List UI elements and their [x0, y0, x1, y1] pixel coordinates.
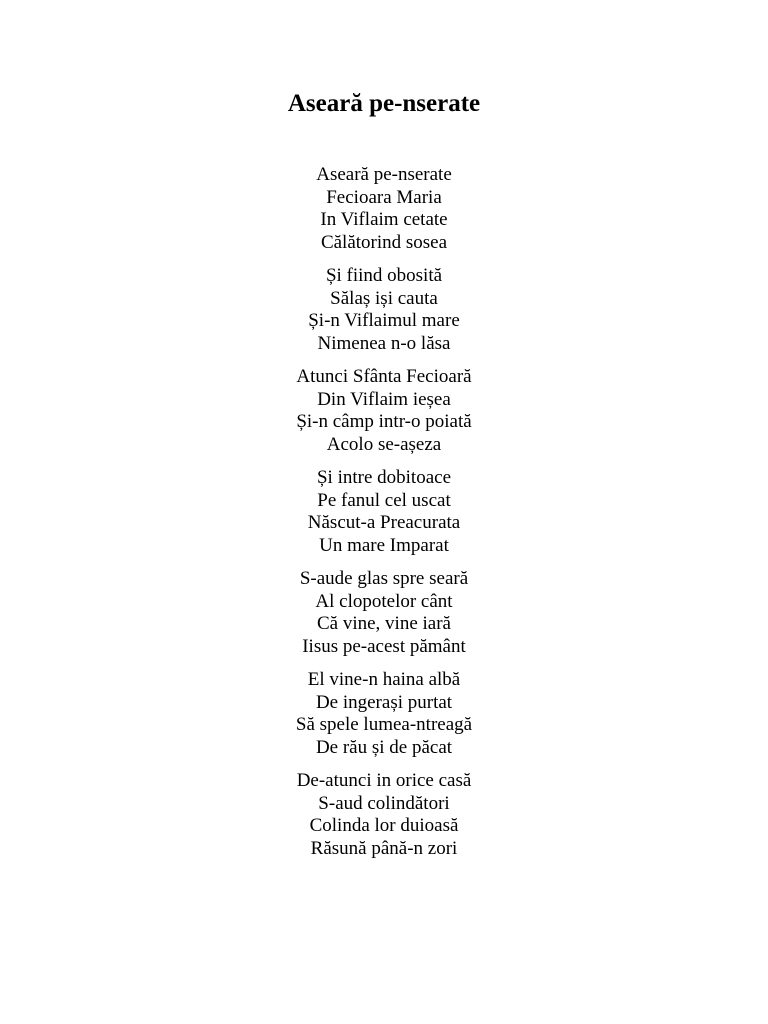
- poem-line: Aseară pe-nserate: [316, 164, 452, 185]
- poem-line: Atunci Sfânta Fecioară: [296, 366, 472, 387]
- poem-line: Fecioara Maria: [326, 186, 442, 208]
- poem-line: Și-n câmp intr-o poiată: [296, 411, 472, 432]
- poem-title: Aseară pe-nserate: [287, 90, 481, 117]
- poem-line: De ingerași purtat: [315, 691, 453, 713]
- poem-line: S-aud colindători: [318, 792, 450, 814]
- poem-line: Pe fanul cel uscat: [317, 489, 451, 511]
- poem-line: Că vine, vine iară: [316, 613, 451, 634]
- poem-line: Nimenea n-o lăsa: [317, 332, 451, 354]
- poem-line: Răsună până-n zori: [310, 837, 458, 859]
- stanza-2: [0, 265, 768, 355]
- stanza-5: [0, 568, 768, 658]
- poem-line: Sălaș iși cauta: [330, 287, 438, 309]
- poem-line: De-atunci in orice casă: [296, 770, 472, 791]
- poem-line: Și fiind obosită: [325, 265, 443, 286]
- poem-line: Acolo se-așeza: [326, 433, 442, 455]
- stanza-4: [0, 467, 768, 557]
- stanza-6: [0, 669, 768, 759]
- poem-line: Și-n Viflaimul mare: [308, 310, 460, 331]
- poem-line: Iisus pe-acest pământ: [302, 635, 466, 657]
- stanza-3: [0, 366, 768, 456]
- poem-line: Colinda lor duioasă: [309, 815, 459, 836]
- poem-line: Un mare Imparat: [319, 534, 449, 556]
- poem-line: De rău și de păcat: [315, 736, 453, 758]
- poem-line: Al clopotelor cânt: [315, 590, 453, 612]
- poem-line: Și intre dobitoace: [316, 467, 452, 488]
- stanza-7: [0, 770, 768, 860]
- poem-line: S-aude glas spre seară: [299, 568, 469, 589]
- poem-line: Din Viflaim ieșea: [317, 388, 451, 410]
- poem-line: Născut-a Preacurata: [307, 512, 461, 533]
- poem-line: In Viflaim cetate: [320, 209, 448, 230]
- stanza-1: [0, 164, 768, 254]
- poem-line: Să spele lumea-ntreagă: [295, 714, 473, 735]
- poem-line: El vine-n haina albă: [307, 669, 461, 690]
- poem-line: Călătorind sosea: [320, 231, 448, 253]
- poem-body: [0, 164, 768, 871]
